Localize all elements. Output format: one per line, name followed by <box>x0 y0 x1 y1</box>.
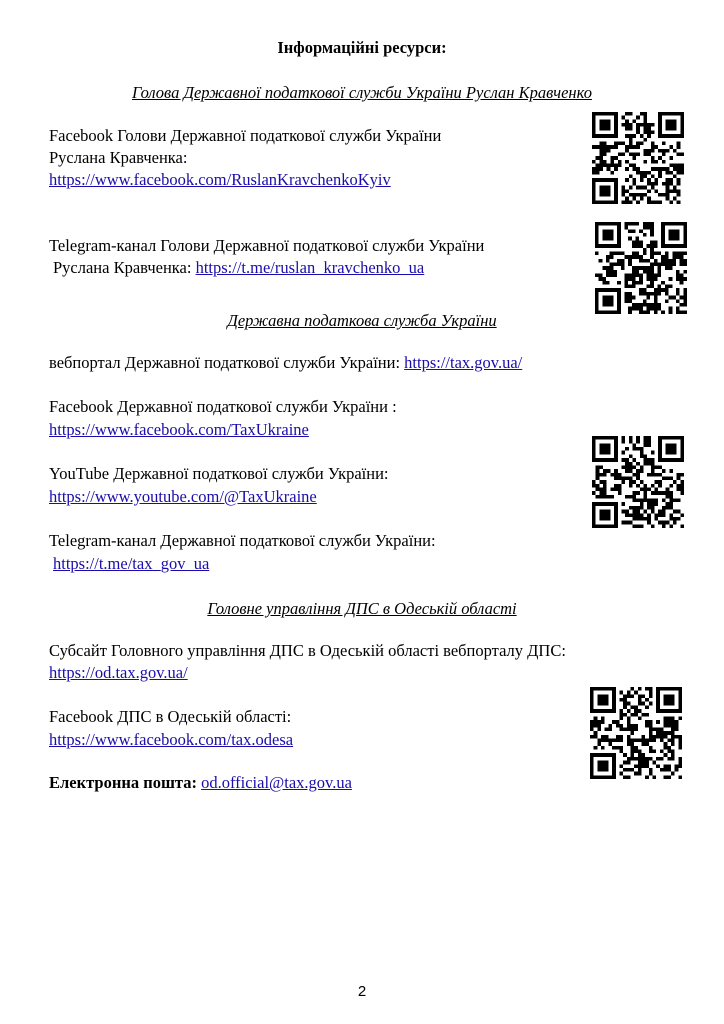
facebook-odesa-label: Facebook ДПС в Одеській області: <box>49 707 292 726</box>
telegram-tax-link[interactable]: https://t.me/tax_gov_ua <box>53 554 210 573</box>
facebook-head-label-line2: Руслана Кравченка: <box>49 148 188 167</box>
qr-code-tax-service <box>592 436 684 528</box>
telegram-head-label-line2 <box>53 257 424 279</box>
section-heading-head-of-tax-service: Голова Державної податкової служби України Руслан Кравченко <box>132 83 592 102</box>
email-label: Електронна пошта: <box>49 773 197 792</box>
webportal-line <box>49 352 522 374</box>
qr-code-facebook-head <box>592 112 684 204</box>
telegram-head-label-line1: Telegram-канал Голови Державної податкової служби України <box>49 236 485 255</box>
page-number: 2 <box>357 983 367 1000</box>
email-link[interactable]: od.official@tax.gov.ua <box>201 773 352 792</box>
section-heading-odesa: Головне управління ДПС в Одеській області <box>207 599 517 618</box>
telegram-head-link[interactable]: https://t.me/ruslan_kravchenko_ua <box>195 258 425 277</box>
facebook-tax-link[interactable]: https://www.facebook.com/TaxUkraine <box>49 420 309 439</box>
telegram-head-label-line2-text: Руслана Кравченка: <box>53 258 192 277</box>
facebook-odesa-link[interactable]: https://www.facebook.com/tax.odesa <box>49 730 294 749</box>
telegram-tax-label: Telegram-канал Державної податкової служби України: <box>49 531 436 550</box>
webportal-link[interactable]: https://tax.gov.ua/ <box>404 353 523 372</box>
subsite-label: Субсайт Головного управління ДПС в Одеській області вебпорталу ДПС: <box>49 641 566 660</box>
youtube-tax-link[interactable]: https://www.youtube.com/@TaxUkraine <box>49 487 317 506</box>
page-title: Інформаційні ресурси: <box>277 38 447 57</box>
webportal-label: вебпортал Державної податкової служби України: <box>49 353 401 372</box>
qr-code-odesa <box>590 687 682 779</box>
facebook-tax-label: Facebook Державної податкової служби України : <box>49 397 397 416</box>
subsite-link[interactable]: https://od.tax.gov.ua/ <box>49 663 188 682</box>
section-heading-tax-service: Державна податкова служба України <box>227 311 497 330</box>
email-line <box>49 772 352 794</box>
facebook-head-label-line1: Facebook Голови Державної податкової служби України <box>49 126 442 145</box>
facebook-head-link[interactable]: https://www.facebook.com/RuslanKravchenkoKyiv <box>49 170 391 189</box>
youtube-tax-label: YouTube Державної податкової служби України: <box>49 464 389 483</box>
qr-code-telegram-head <box>595 222 687 314</box>
